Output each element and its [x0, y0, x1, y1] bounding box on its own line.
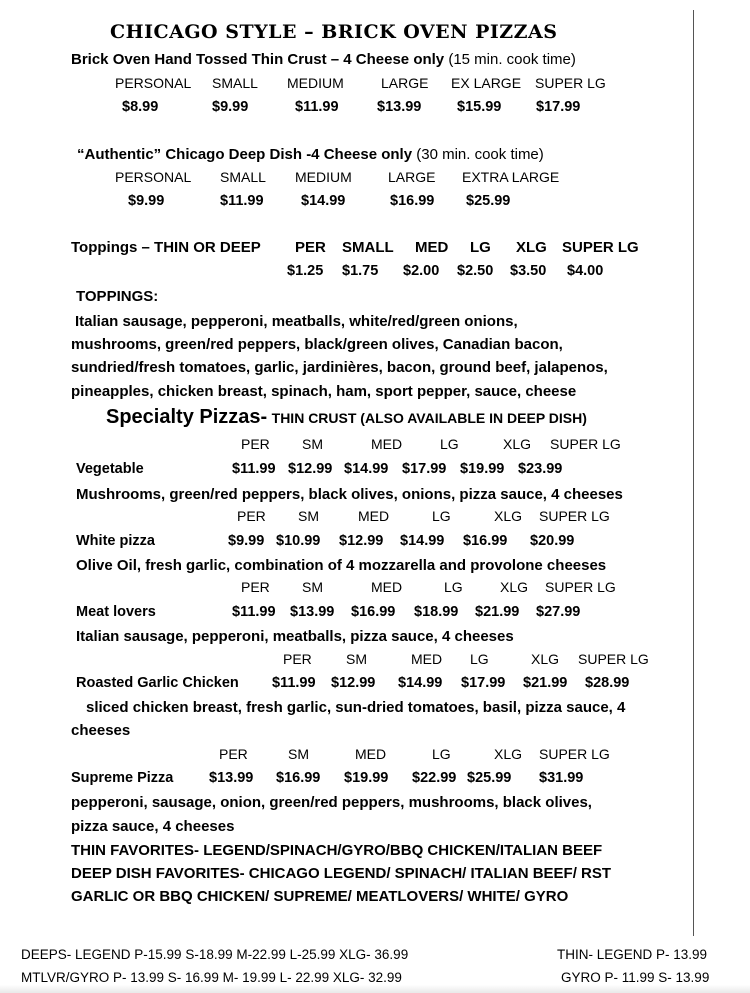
item-size: PER [241, 436, 270, 452]
thin-price-small: $9.99 [212, 99, 249, 115]
deep-price-personal: $9.99 [128, 193, 165, 209]
deep-size-medium: MEDIUM [295, 169, 352, 185]
toppings-line: mushrooms, green/red peppers, black/green olives, Canadian bacon, [71, 336, 563, 353]
specialty-subtitle: THIN CRUST (ALSO AVAILABLE IN DEEP DISH) [271, 410, 587, 426]
item-price: $9.99 [228, 533, 265, 549]
item-price: $17.99 [402, 461, 447, 477]
toppings-price-label: Toppings – THIN OR DEEP [71, 239, 261, 256]
toppings-line: Italian sausage, pepperoni, meatballs, white/red/green onions, [75, 313, 518, 330]
deep-heading-bold: “Authentic” Chicago Deep Dish -4 Cheese only [77, 146, 413, 163]
deep-size-extralarge: EXTRA LARGE [462, 169, 560, 185]
item-size: SM [298, 508, 319, 524]
deep-price-medium: $14.99 [301, 193, 346, 209]
item-size: MED [358, 508, 390, 524]
item-name: Vegetable [76, 461, 144, 477]
item-size: LG [470, 651, 489, 667]
favorites-line: DEEP DISH FAVORITES- CHICAGO LEGEND/ SPINACH/ ITALIAN BEEF/ RST [71, 865, 612, 882]
item-size: XLG [503, 436, 532, 452]
toppings-price-xlg: $3.50 [510, 263, 547, 279]
deep-size-large: LARGE [388, 169, 436, 185]
item-price: $16.99 [351, 604, 396, 620]
item-name: White pizza [76, 533, 155, 549]
item-desc: pepperoni, sausage, onion, green/red peppers, mushrooms, black olives, [71, 794, 592, 811]
deep-size-small: SMALL [220, 169, 266, 185]
item-price: $18.99 [414, 604, 459, 620]
item-price: $17.99 [461, 675, 506, 691]
item-size: MED [411, 651, 443, 667]
item-price: $12.99 [288, 461, 333, 477]
thin-price-personal: $8.99 [122, 99, 159, 115]
thin-size-small: SMALL [212, 75, 258, 91]
item-price: $11.99 [232, 604, 276, 620]
item-price: $12.99 [331, 675, 376, 691]
item-price: $10.99 [276, 533, 321, 549]
item-desc: sliced chicken breast, fresh garlic, sun-dried tomatoes, basil, pizza sauce, 4 [86, 699, 626, 716]
deep-heading-note: (30 min. cook time) [416, 146, 544, 163]
item-price: $13.99 [290, 604, 335, 620]
thin-heading-bold: Brick Oven Hand Tossed Thin Crust – 4 Cheese only [71, 51, 445, 68]
toppings-size-xlg: XLG [516, 239, 547, 256]
toppings-price-med: $2.00 [403, 263, 440, 279]
thin-price-exlarge: $15.99 [457, 99, 502, 115]
item-name: Roasted Garlic Chicken [76, 675, 239, 691]
item-size: SUPER LG [550, 436, 621, 452]
item-price: $14.99 [398, 675, 443, 691]
item-price: $11.99 [272, 675, 316, 691]
item-price: $11.99 [232, 461, 276, 477]
item-size: MED [355, 746, 387, 762]
toppings-price-superlg: $4.00 [567, 263, 604, 279]
item-size: XLG [500, 579, 529, 595]
thin-size-medium: MEDIUM [287, 75, 344, 91]
item-desc: pizza sauce, 4 cheeses [71, 818, 235, 835]
toppings-price-per: $1.25 [287, 263, 324, 279]
item-price: $28.99 [585, 675, 630, 691]
item-price: $12.99 [339, 533, 384, 549]
deep-price-extralarge: $25.99 [466, 193, 511, 209]
footer-right-line: GYRO P- 11.99 S- 13.99 [561, 970, 710, 985]
item-name: Supreme Pizza [71, 770, 174, 786]
item-size: SM [302, 579, 323, 595]
item-price: $21.99 [475, 604, 520, 620]
thin-price-superlg: $17.99 [536, 99, 581, 115]
thin-heading [71, 51, 576, 68]
thin-size-exlarge: EX LARGE [451, 75, 522, 91]
menu-title: CHICAGO STYLE – BRICK OVEN PIZZAS [110, 21, 558, 43]
item-price: $19.99 [460, 461, 505, 477]
item-size: LG [432, 746, 451, 762]
toppings-line: sundried/fresh tomatoes, garlic, jardinières, bacon, ground beef, jalapenos, [71, 359, 608, 376]
toppings-size-lg: LG [470, 239, 491, 256]
favorites-line: GARLIC OR BBQ CHICKEN/ SUPREME/ MEATLOVERS/ WHITE/ GYRO [71, 888, 569, 905]
item-price: $13.99 [209, 770, 254, 786]
item-size: SM [288, 746, 309, 762]
item-price: $31.99 [539, 770, 584, 786]
thin-size-superlg: SUPER LG [535, 75, 606, 91]
item-size: SUPER LG [545, 579, 616, 595]
item-desc: Italian sausage, pepperoni, meatballs, pizza sauce, 4 cheeses [76, 628, 514, 645]
toppings-size-small: SMALL [342, 239, 394, 256]
item-price: $22.99 [412, 770, 457, 786]
item-size: SUPER LG [539, 508, 610, 524]
item-desc: cheeses [71, 722, 131, 739]
item-name: Meat lovers [76, 604, 156, 620]
item-size: PER [237, 508, 266, 524]
item-size: XLG [531, 651, 560, 667]
item-size: LG [440, 436, 459, 452]
thin-price-large: $13.99 [377, 99, 422, 115]
thin-heading-note: (15 min. cook time) [448, 51, 576, 68]
item-price: $14.99 [400, 533, 445, 549]
favorites-line: THIN FAVORITES- LEGEND/SPINACH/GYRO/BBQ CHICKEN/ITALIAN BEEF [71, 842, 603, 859]
item-size: XLG [494, 746, 523, 762]
toppings-size-med: MED [415, 239, 449, 256]
toppings-price-small: $1.75 [342, 263, 379, 279]
item-price: $21.99 [523, 675, 568, 691]
toppings-size-superlg: SUPER LG [562, 239, 639, 256]
item-size: MED [371, 436, 403, 452]
item-size: LG [432, 508, 451, 524]
footer-left-line: MTLVR/GYRO P- 13.99 S- 16.99 M- 19.99 L- 22.99 XLG- 32.99 [21, 970, 402, 985]
item-size: XLG [494, 508, 523, 524]
item-price: $19.99 [344, 770, 389, 786]
item-price: $25.99 [467, 770, 512, 786]
thin-size-personal: PERSONAL [115, 75, 192, 91]
thin-price-medium: $11.99 [295, 99, 339, 115]
item-size: SUPER LG [578, 651, 649, 667]
item-price: $16.99 [463, 533, 508, 549]
specialty-title: Specialty Pizzas- [106, 406, 268, 428]
toppings-size-per: PER [295, 239, 326, 256]
deep-heading [77, 146, 544, 163]
item-desc: Mushrooms, green/red peppers, black olives, onions, pizza sauce, 4 cheeses [76, 486, 623, 503]
item-size: SUPER LG [539, 746, 610, 762]
item-size: LG [444, 579, 463, 595]
item-price: $23.99 [518, 461, 563, 477]
item-size: PER [219, 746, 248, 762]
footer-left-line: DEEPS- LEGEND P-15.99 S-18.99 M-22.99 L-25.99 XLG- 36.99 [21, 947, 409, 962]
toppings-line: pineapples, chicken breast, spinach, ham, sport pepper, sauce, cheese [71, 383, 577, 400]
toppings-price-lg: $2.50 [457, 263, 494, 279]
item-price: $16.99 [276, 770, 321, 786]
toppings-heading: TOPPINGS: [76, 288, 159, 305]
specialty-heading [106, 406, 587, 429]
item-size: SM [346, 651, 367, 667]
deep-size-personal: PERSONAL [115, 169, 192, 185]
item-price: $14.99 [344, 461, 389, 477]
deep-price-large: $16.99 [390, 193, 435, 209]
item-desc: Olive Oil, fresh garlic, combination of 4 mozzarella and provolone cheeses [76, 557, 607, 574]
item-size: PER [241, 579, 270, 595]
item-size: MED [371, 579, 403, 595]
deep-price-small: $11.99 [220, 193, 264, 209]
column-divider [693, 10, 694, 936]
item-size: PER [283, 651, 312, 667]
item-size: SM [302, 436, 323, 452]
item-price: $20.99 [530, 533, 575, 549]
thin-size-large: LARGE [381, 75, 429, 91]
footer-right-line: THIN- LEGEND P- 13.99 [557, 947, 708, 962]
item-price: $27.99 [536, 604, 581, 620]
